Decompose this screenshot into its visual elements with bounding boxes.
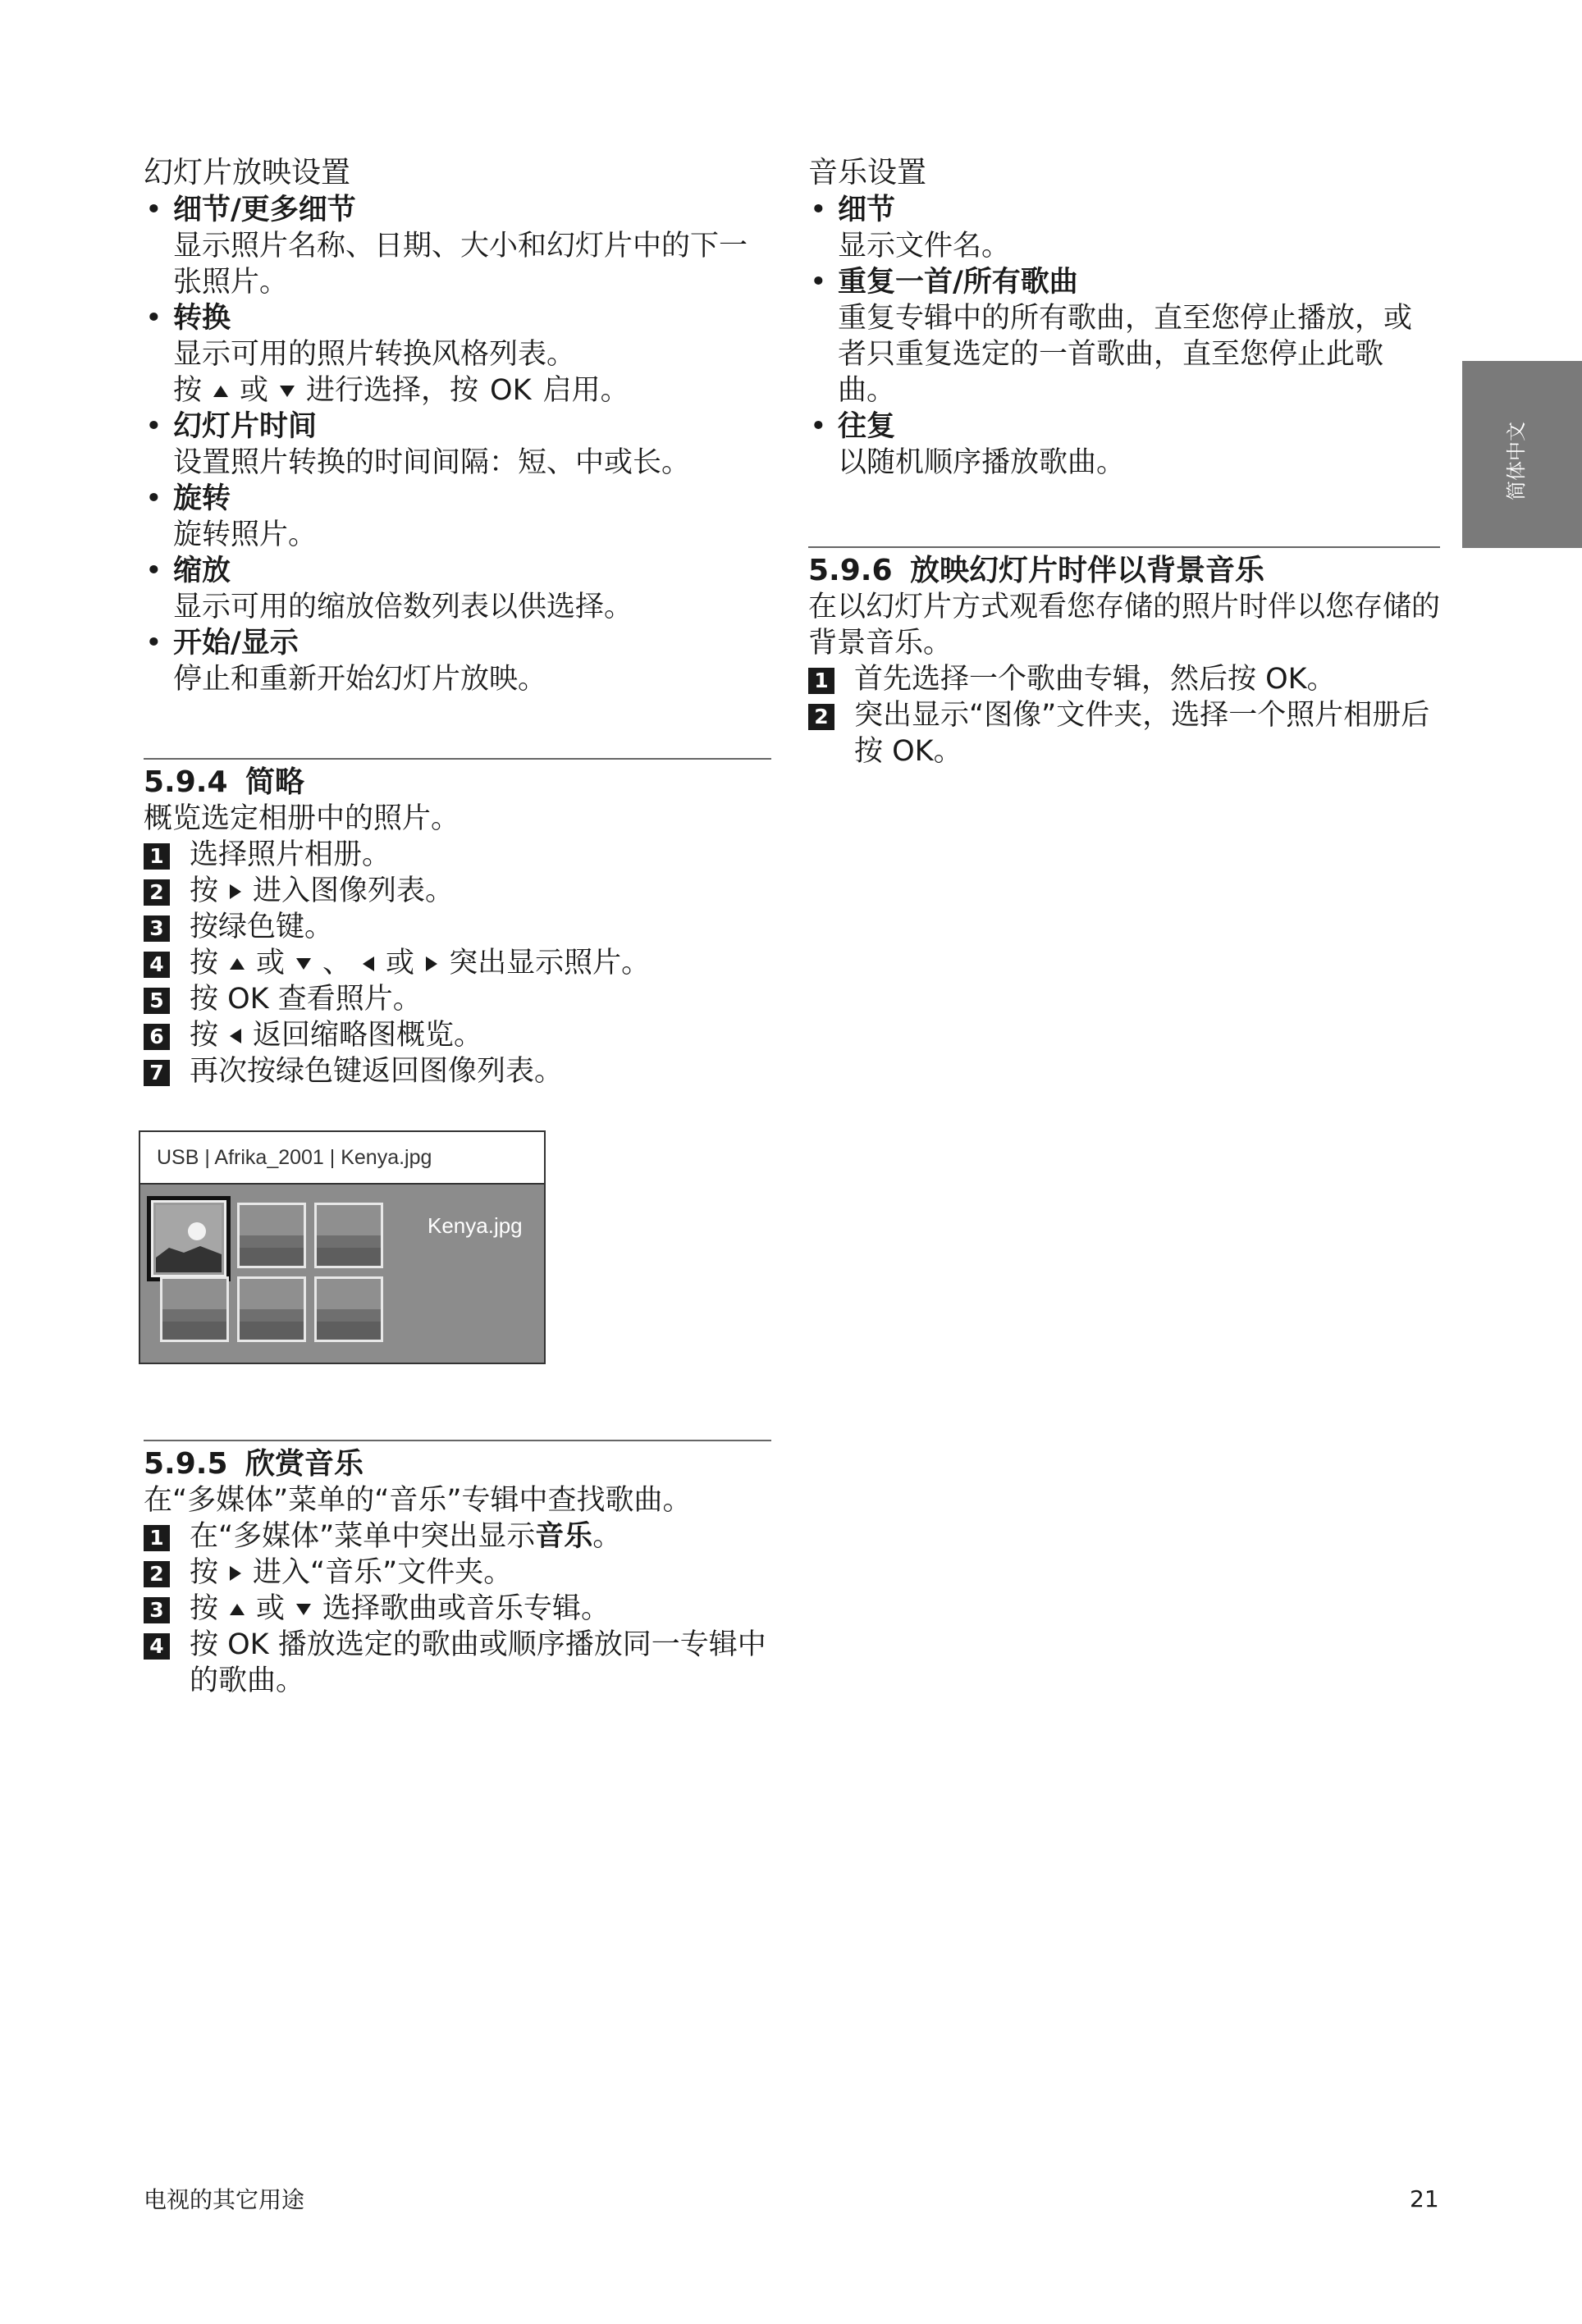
left-column [144, 154, 771, 1699]
slideshow-item-zoom: • 缩放 显示可用的缩放倍数列表以供选择。 [145, 555, 633, 623]
step-1: 1 首先选择一个歌曲专辑，然后按 OK。 [808, 661, 1440, 697]
slideshow-item-start: • 开始/显示 停止和重新开始幻灯片放映。 [145, 627, 547, 696]
right-arrow-icon [230, 1566, 241, 1581]
down-arrow-icon [280, 386, 295, 397]
section-title: 5.9.6 放映幻灯片时伴以背景音乐 [808, 554, 1265, 587]
transition-instruction: 按 或 进行选择，按 OK 启用。 [173, 374, 629, 407]
step-6: 6 按 返回缩略图概览。 [144, 1017, 771, 1053]
up-arrow-icon [230, 958, 245, 970]
step-1: 1 选择照片相册。 [144, 837, 771, 873]
step-3: 3 按 或 选择歌曲或音乐专辑。 [144, 1591, 771, 1627]
side-tab-label: 简体中文 [1505, 422, 1528, 500]
language-side-tab [1462, 361, 1582, 548]
music-item-repeat: • 重复一首/所有歌曲 重复专辑中的所有歌曲，直至您停止播放，或者只重复选定的一首歌曲，直至您停止此歌曲。 [810, 266, 1413, 407]
left-arrow-icon [363, 957, 374, 971]
step-3: 3 按绿色键。 [144, 909, 771, 945]
right-arrow-icon [426, 957, 437, 971]
step-4: 4 按 OK 播放选定的歌曲或顺序播放同一专辑中的歌曲。 [144, 1627, 771, 1699]
thumbnail-grid [140, 1185, 544, 1363]
thumbnail [237, 1203, 306, 1268]
thumbnail [314, 1203, 383, 1268]
step-4: 4 按 或 、 或 突出显示照片。 [144, 945, 771, 981]
step-2: 2 突出显示“图像”文件夹，选择一个照片相册后按 OK。 [808, 697, 1440, 769]
section-title: 5.9.4 简略 [144, 765, 305, 799]
thumbnail [314, 1276, 383, 1342]
section-5-9-6 [808, 546, 1440, 769]
right-arrow-icon [230, 884, 241, 899]
music-settings-heading: 音乐设置 [808, 156, 927, 189]
section-5-9-4 [144, 758, 771, 1364]
music-item-shuffle: • 往复 以随机顺序播放歌曲。 [810, 410, 1126, 479]
selected-file-name: Kenya.jpg [428, 1213, 523, 1238]
up-arrow-icon [230, 1604, 245, 1615]
slideshow-item-time: • 幻灯片时间 设置照片转换的时间间隔：短、中或长。 [145, 410, 691, 479]
slideshow-item-details: • 细节/更多细节 显示照片名称、日期、大小和幻灯片中的下一张照片。 [145, 194, 748, 299]
down-arrow-icon [296, 958, 311, 970]
section-title: 5.9.5 欣赏音乐 [144, 1447, 364, 1481]
step-1: 1 在“多媒体”菜单中突出显示音乐。 [144, 1518, 771, 1555]
left-arrow-icon [230, 1029, 241, 1043]
footer-chapter: 电视的其它用途 [144, 2186, 305, 2213]
slideshow-settings-heading: 幻灯片放映设置 [144, 156, 351, 189]
section-intro: 在“多媒体”菜单的“音乐”专辑中查找歌曲。 [144, 1484, 692, 1517]
thumbnail-screenshot [139, 1130, 546, 1364]
landscape-image-icon [151, 1200, 226, 1277]
right-column [808, 154, 1440, 769]
music-item-details: • 细节 显示文件名。 [810, 194, 1011, 263]
slideshow-item-transition: • 转换 显示可用的照片转换风格列表。 按 或 进行选择，按 OK 启用。 [144, 300, 771, 409]
section-intro: 概览选定相册中的照片。 [144, 802, 460, 835]
section-intro: 在以幻灯片方式观看您存储的照片时伴以您存储的背景音乐。 [808, 591, 1441, 660]
slideshow-item-rotate: • 旋转 旋转照片。 [145, 482, 318, 551]
step-2: 2 按 进入图像列表。 [144, 873, 771, 909]
up-arrow-icon [213, 386, 228, 397]
page-number: 21 [1410, 2185, 1439, 2212]
breadcrumb: USB | Afrika_2001 | Kenya.jpg [140, 1132, 544, 1185]
section-5-9-5 [144, 1440, 771, 1699]
down-arrow-icon [296, 1604, 311, 1615]
step-2: 2 按 进入“音乐”文件夹。 [144, 1555, 771, 1591]
step-5: 5 按 OK 查看照片。 [144, 981, 771, 1017]
thumbnail [237, 1276, 306, 1342]
selected-thumbnail [147, 1196, 231, 1281]
step-7: 7 再次按绿色键返回图像列表。 [144, 1053, 771, 1089]
thumbnail [160, 1276, 229, 1342]
